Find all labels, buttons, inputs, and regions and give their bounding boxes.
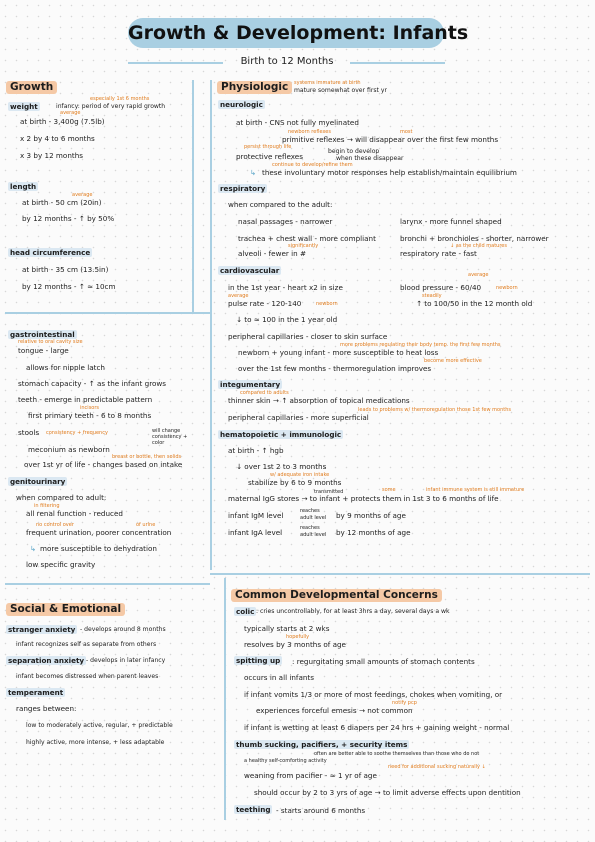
cardio-become: become more effective [424, 358, 482, 364]
teething-label: teething [236, 805, 271, 814]
stranger-2: infant recognizes self as separate from others [16, 641, 157, 648]
page-title: Growth & Development: Infants [128, 22, 469, 44]
hema-adult1: adult level [300, 515, 327, 521]
cardio-heading: cardiovascular [220, 266, 280, 275]
resp-heading: respiratory [220, 184, 266, 193]
divider-vertical-top [210, 80, 212, 570]
neuro-persist: persist through life [244, 144, 292, 150]
cardio-more-problems: more problems regulating their body temp. the first few months [340, 342, 501, 348]
gu-dehydration: more susceptible to dehydration [40, 544, 157, 553]
resp-alveoli: alveoli - fewer in # [238, 249, 306, 258]
cardio-steadily: steadily [422, 293, 442, 299]
neuro-cns: at birth - CNS not fully myelinated [236, 118, 359, 127]
weight-avg: average [60, 110, 81, 116]
colic-hopefully: hopefully [286, 634, 310, 640]
separation-2: infant becomes distressed when parent leaves [16, 673, 159, 680]
weight-x3: x 3 by 12 months [20, 151, 83, 160]
teething-desc: - starts around 6 months [276, 806, 366, 815]
length-12: by 12 months - ↑ by 50% [22, 214, 115, 223]
gu-nocontrol: no control over [36, 522, 74, 528]
colic-label: colic [236, 607, 255, 616]
physio-note2: mature somewhat over first yr [294, 87, 387, 94]
gu-urination: frequent urination, poorer concentration [26, 528, 172, 537]
temperament-label: temperament [8, 688, 64, 697]
hema-heading: hematopoietic + immunologic [220, 430, 342, 439]
thumb-label: thumb sucking, pacifiers, + security items [236, 740, 408, 749]
length-birth: at birth - 50 cm (20in) [22, 198, 102, 207]
colic-desc: : cries uncontrollably, for at least 3hrs a day, several days a wk [256, 608, 450, 615]
divider-bottom-left [5, 583, 210, 585]
integ-compared: compared to adults [240, 390, 289, 396]
social-heading: Social & Emotional [6, 603, 125, 616]
gi-stools: stools [18, 428, 40, 437]
temperament-range1: low to moderately active, regular, + predictable [26, 722, 173, 729]
integ-periph: peripheral capillaries - more superficial [228, 413, 369, 422]
gu-renal: all renal function - reduced [26, 509, 123, 518]
colic-3: resolves by 3 months of age [244, 640, 346, 649]
stranger-label: stranger anxiety [8, 625, 76, 634]
cardio-pulse1: ↓ to ≈ 100 in the 1 year old [236, 315, 338, 324]
gu-filtering: in filtering [34, 503, 60, 509]
integ-heading: integumentary [220, 380, 281, 389]
hema-transmitted: transmitted [314, 489, 344, 495]
thumb-note1: often are better able to soothe themselves than those who do not [314, 751, 480, 757]
hema-reaches2: reaches [300, 525, 320, 531]
spit-5: if infant is wetting at least 6 diapers per 24 hrs + gaining weight - normal [244, 723, 510, 732]
head-label: head circumference [10, 248, 91, 257]
spit-3: if infant vomits 1/3 or more of most feedings, chokes when vomiting, or [244, 690, 503, 699]
hema-iga: infant IgA level [228, 528, 283, 537]
neuro-most: most [400, 129, 413, 135]
cardio-newborn-heat: newborn + young infant - more susceptible to heat loss [238, 348, 439, 357]
gi-stomach: stomach capacity - ↑ as the infant grows [18, 379, 167, 388]
divider-growth-bottom [5, 312, 210, 314]
page-subtitle: Birth to 12 Months [240, 56, 334, 67]
resp-nasal: nasal passages - narrower [238, 217, 333, 226]
spit-label: spitting up [236, 656, 281, 665]
hema-imm-note: infant immune system is still immature [426, 487, 525, 493]
cardio-heart: in the 1st year - heart x2 in size [228, 283, 343, 292]
length-avg: average [72, 192, 93, 198]
gi-teeth: teeth - emerge in predictable pattern [18, 395, 153, 404]
divider-bottom-right [210, 573, 590, 575]
resp-as-child: ↓ as the child matures [450, 243, 507, 249]
hema-stabilize: stabilize by 6 to 9 months [248, 478, 342, 487]
gi-stools-note: consistency + frequency [46, 430, 108, 436]
hema-igm-age: by 9 months of age [336, 511, 406, 520]
neuro-protective: protective reflexes [236, 152, 303, 161]
weight-x2: x 2 by 4 to 6 months [20, 134, 95, 143]
hema-iga-age: by 12 months of age [336, 528, 411, 537]
length-label: length [10, 182, 37, 191]
hema-stab-note: w/ adequate iron intake [270, 472, 330, 478]
gu-ofurine: of urine [136, 522, 156, 528]
resp-signif: significantly [288, 243, 319, 249]
thumb-note2: a healthy self-comforting activity [244, 758, 327, 764]
gi-heading: gastrointestinal [10, 330, 75, 339]
resp-trachea: trachea + chest wall - more compliant [238, 234, 376, 243]
gi-first-teeth: first primary teeth - 6 to 8 months [28, 411, 152, 420]
thumb-should: should occur by 2 to 3 yrs of age → to limit adverse effects upon dentition [254, 788, 521, 797]
spit-4: experiences forceful emesis → not common [256, 706, 413, 715]
concerns-heading: Common Developmental Concerns [231, 589, 442, 602]
neuro-arrow: ↳ [250, 168, 257, 177]
spit-desc: : regurgitating small amounts of stomach contents [292, 657, 475, 666]
gi-note-tongue: relative to oral cavity size [18, 339, 83, 345]
integ-leads: leads to problems w/ thermoregulation those 1st few months [358, 407, 511, 413]
gi-over1: over 1st yr of life - changes based on intake [24, 460, 183, 469]
cardio-bp: blood pressure - 60/40 [400, 283, 482, 292]
physio-note1: systems immature at birth [294, 80, 361, 86]
weight-label: weight [10, 102, 38, 111]
neuro-involuntary: these involuntary motor responses help establish/maintain equilibrium [262, 168, 517, 177]
temperament-ranges: ranges between: [16, 704, 77, 713]
subtitle-rule-left [128, 62, 223, 64]
resp-compare: when compared to the adult: [228, 200, 333, 209]
separation-label: separation anxiety [8, 656, 85, 665]
head-12: by 12 months - ↑ ≈ 10cm [22, 282, 116, 291]
cardio-avg1: average [468, 272, 489, 278]
neuro-when: when these disappear [336, 155, 404, 162]
cardio-newborn1: newborn [496, 285, 518, 291]
physio-heading: Physiologic [217, 81, 292, 94]
hema-hgb: at birth - ↑ hgb [228, 446, 284, 455]
gu-gravity: low specific gravity [26, 560, 96, 569]
neuro-continue: continue to develop/refine them [272, 162, 353, 168]
gi-breast-note: breast or bottle, then solids [112, 454, 182, 460]
cardio-bp12: ↑ to 100/50 in the 12 month old [416, 299, 533, 308]
neuro-newborn-reflexes: newborn reflexes [288, 129, 331, 135]
neuro-primitive: primitive reflexes → will disappear over the first few months [282, 135, 499, 144]
growth-heading: Growth [6, 81, 57, 94]
thumb-need: need for additional sucking naturally ↓ [388, 764, 486, 770]
subtitle-rule-right [350, 62, 445, 64]
neuro-begin: begin to develop [328, 148, 380, 155]
hema-some: some [382, 487, 396, 493]
growth-accent [192, 80, 194, 312]
resp-bronchi: bronchi + bronchioles - shorter, narrower [400, 234, 549, 243]
weight-note: especially 1st 6 months [90, 96, 150, 102]
divider-vertical-bottom [224, 578, 226, 820]
thumb-weaning: weaning from pacifier - ≈ 1 yr of age [244, 771, 377, 780]
spit-notify: notify pcp [392, 700, 417, 706]
cardio-avg2: average [228, 293, 249, 299]
head-birth: at birth - 35 cm (13.5in) [22, 265, 109, 274]
weight-birth: at birth - 3,400g (7.5lb) [20, 117, 105, 126]
gi-incisors: incisors [80, 405, 100, 411]
cardio-periph: peripheral capillaries - closer to skin surface [228, 332, 388, 341]
separation-desc: - develops in later infancy [86, 657, 166, 664]
colic-2: typically starts at 2 wks [244, 624, 330, 633]
gi-change-note: will change consistency + color [152, 428, 188, 446]
hema-adult2: adult level [300, 532, 327, 538]
gu-compare: when compared to adult: [16, 493, 107, 502]
integ-thinner: thinner skin → ↑ absorption of topical medications [228, 396, 410, 405]
gi-meconium: meconium as newborn [28, 445, 110, 454]
neuro-heading: neurologic [220, 100, 263, 109]
hema-igg: maternal IgG stores → to infant + protects them in 1st 3 to 6 months of life [228, 494, 499, 503]
cardio-pulse: pulse rate - 120-140 [228, 299, 302, 308]
resp-larynx: larynx - more funnel shaped [400, 217, 502, 226]
stranger-desc: - develops around 8 months [80, 626, 166, 633]
gi-tongue: tongue - large [18, 346, 69, 355]
gu-dehydration-arrow: ↳ [30, 544, 37, 553]
gu-heading: genitourinary [10, 477, 66, 486]
gi-allows: allows for nipple latch [26, 363, 105, 372]
spit-2: occurs in all infants [244, 673, 314, 682]
hema-igm: infant IgM level [228, 511, 284, 520]
cardio-newborn2: newborn [316, 301, 338, 307]
temperament-range2: highly active, more intense, + less adaptable [26, 739, 165, 746]
hema-reaches1: reaches [300, 508, 320, 514]
hema-over: ↓ over 1st 2 to 3 months [236, 462, 327, 471]
resp-rate: respiratory rate - fast [400, 249, 477, 258]
weight-desc: infancy: period of very rapid growth [56, 103, 166, 110]
cardio-thermo: over the 1st few months - thermoregulation improves [238, 364, 432, 373]
